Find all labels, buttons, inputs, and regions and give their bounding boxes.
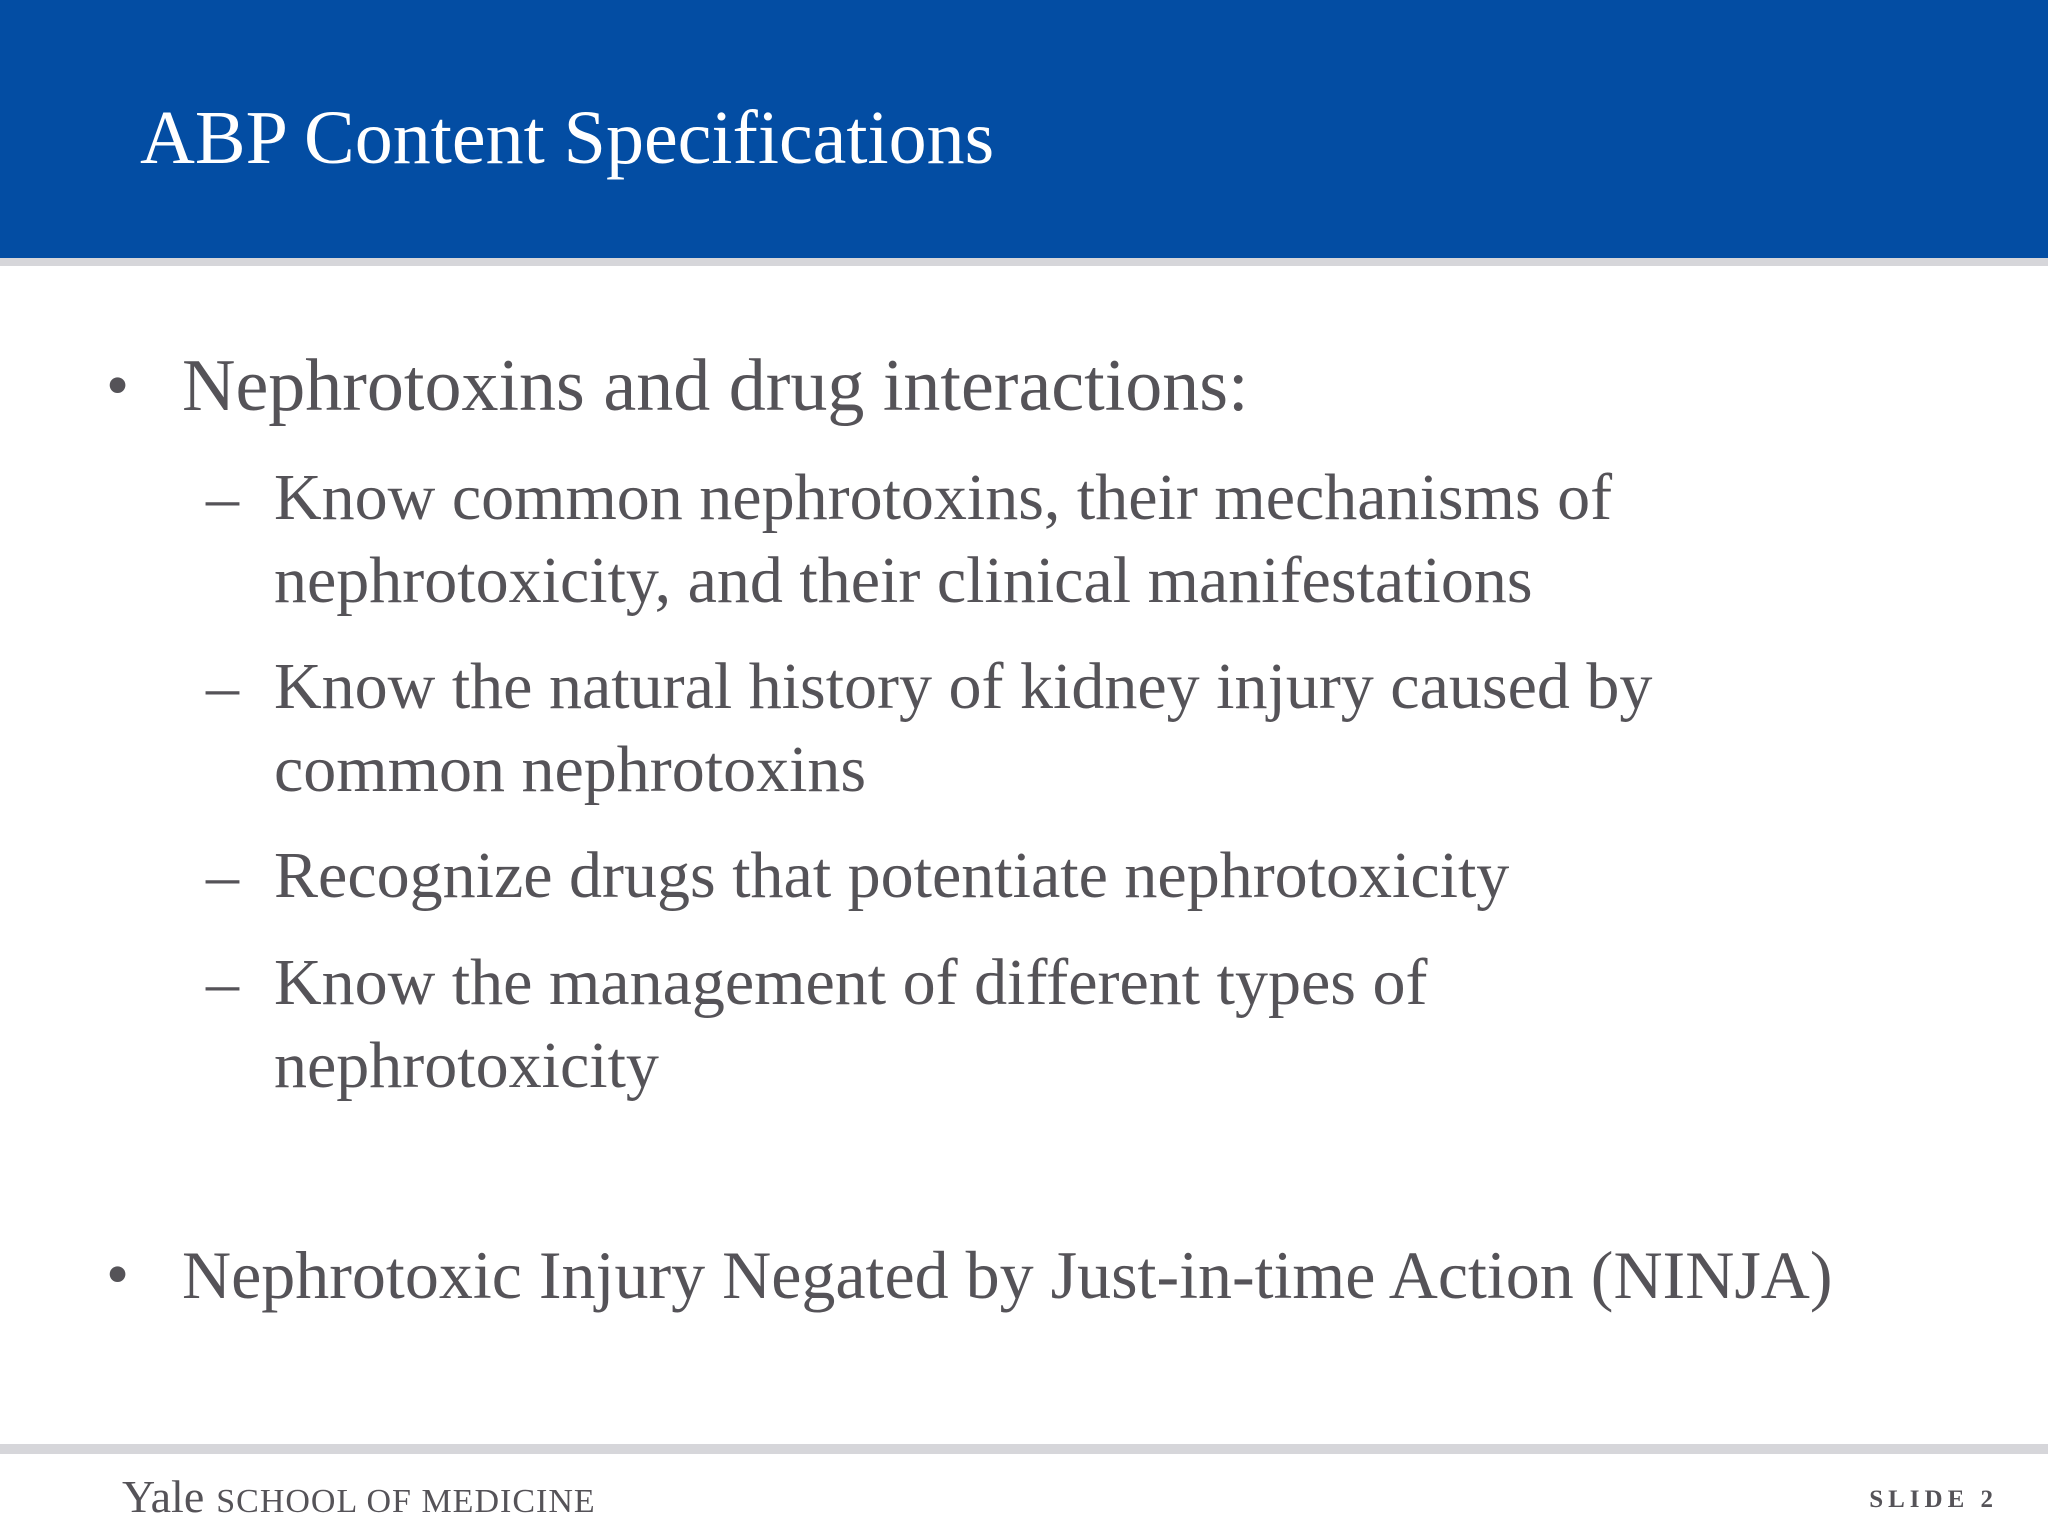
sub-bullet-text: Recognize drugs that potentiate nephrotoxicity <box>274 839 1510 912</box>
footer-divider <box>0 1444 2048 1454</box>
bullet-marker: • <box>106 349 130 422</box>
sub-bullet-marker: – <box>206 946 239 1019</box>
sub-bullet-text: Know the management of different types of nephrotoxicity <box>274 946 1428 1102</box>
slide-title: ABP Content Specifications <box>140 96 995 180</box>
logo-yale-wordmark: Yale <box>122 1471 205 1522</box>
sub-bullet-text: Know the natural history of kidney injury caused by common nephrotoxins <box>274 650 1653 806</box>
bullet-text: Nephrotoxins and drug interactions: <box>182 345 1249 427</box>
logo-school-wordmark: SCHOOL OF MEDICINE <box>216 1483 596 1520</box>
slide-number: SLIDE 2 <box>1869 1486 1998 1513</box>
sub-bullet-marker: – <box>206 461 239 534</box>
bullet-text: Nephrotoxic Injury Negated by Just-in-time Action (NINJA) <box>182 1237 1833 1313</box>
sub-bullet-marker: – <box>206 650 239 723</box>
sub-bullet-marker: – <box>206 839 239 912</box>
bullet-marker: • <box>106 1238 130 1311</box>
yale-school-of-medicine-logo <box>122 1470 596 1523</box>
sub-bullet-text: Know common nephrotoxins, their mechanisms of nephrotoxicity, and their clinical manifestations <box>274 461 1613 617</box>
